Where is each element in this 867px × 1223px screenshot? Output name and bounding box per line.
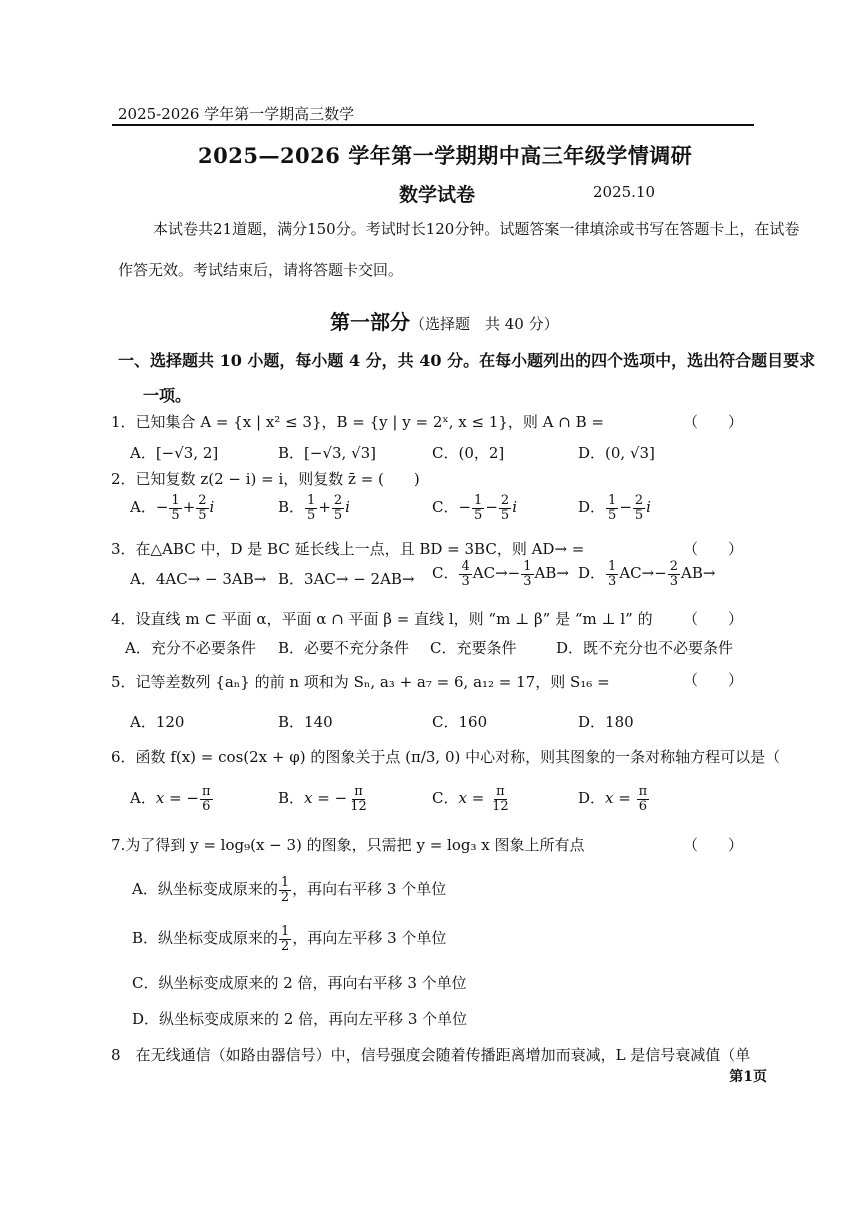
option-a: A．− $\frac{1}{5}$ + $\frac{2}{5}$ i xyxy=(130,493,215,523)
option-b: B．必要不充分条件 xyxy=(278,639,410,657)
option-b: B．3AC→ − 2AB→ xyxy=(278,570,415,588)
question-number: 2． xyxy=(111,470,136,488)
option-b: B．[−√3, √3] xyxy=(278,444,377,462)
header-rule xyxy=(112,124,754,126)
option-a: A．[−√3, 2] xyxy=(130,444,219,462)
answer-paren: （ ） xyxy=(683,413,744,431)
question-text: 函数 f(x) = cos(2x + φ) 的图象关于点 (π/3, 0) 中心对称，则其图象的一条对称轴方程可以是（ xyxy=(135,748,781,766)
question-number: 1． xyxy=(111,413,136,431)
option-d: D．x = $\frac{\pi}{6}$ xyxy=(578,784,648,814)
option-c: C． $\frac{4}{3}$ AC→− $\frac{1}{3}$ AB→ xyxy=(432,559,569,589)
option-c: C．充要条件 xyxy=(430,639,517,657)
exam-date: 2025.10 xyxy=(593,183,656,201)
page-number: 第1页 xyxy=(729,1069,767,1085)
option-a: A．4AC→ − 3AB→ xyxy=(130,570,267,588)
question-2 xyxy=(111,468,420,489)
option-c: C．(0，2] xyxy=(432,444,505,462)
option-b: B．140 xyxy=(278,713,333,731)
question-8 xyxy=(111,1044,750,1065)
question-number: 5． xyxy=(111,673,136,691)
option-a: A．120 xyxy=(130,713,185,731)
option-d: D．(0, √3] xyxy=(578,444,655,462)
option-d: D．既不充分也不必要条件 xyxy=(556,639,734,657)
option-d: D． $\frac{1}{3}$ AC→− $\frac{2}{3}$ AB→ xyxy=(578,559,716,589)
question-4 xyxy=(111,608,653,629)
question-text: 已知复数 z(2 − i) = i，则复数 z̄ = ( ) xyxy=(135,470,420,488)
question-text: 已知集合 A = {x | x² ≤ 3}，B = {y | y = 2ˣ, x ≤ 1}，则 A ∩ B = xyxy=(135,413,604,431)
intro-line-1: 本试卷共21道题，满分150分。考试时长120分钟。试题答案一律填涂或书写在答题卡上，在试卷 xyxy=(153,220,800,238)
section-instruction-2: 一项。 xyxy=(143,386,192,405)
option-d: D．180 xyxy=(578,713,634,731)
question-3 xyxy=(111,538,584,559)
part-heading xyxy=(330,306,559,335)
option-c: C．纵坐标变成原来的 2 倍，再向右平移 3 个单位 xyxy=(132,974,467,992)
page-subtitle: 数学试卷 xyxy=(399,184,476,206)
page-title: 2025—2026 学年第一学期期中高三年级学情调研 xyxy=(198,143,693,168)
answer-paren: （ ） xyxy=(683,540,744,558)
question-text: 在△ABC 中，D 是 BC 延长线上一点，且 BD = 3BC，则 AD→ = xyxy=(135,540,585,558)
question-6 xyxy=(111,746,780,767)
option-d: D．纵坐标变成原来的 2 倍，再向左平移 3 个单位 xyxy=(132,1010,468,1028)
part-note: （选择题 共 40 分） xyxy=(410,315,559,333)
option-a: A．纵坐标变成原来的 $\frac{1}{2}$ ，再向右平移 3 个单位 xyxy=(132,875,447,905)
answer-paren: （ ） xyxy=(683,836,744,854)
question-7 xyxy=(111,834,584,855)
answer-paren: （ ） xyxy=(683,671,744,689)
question-5 xyxy=(111,671,610,692)
part-title: 第一部分 xyxy=(330,310,410,334)
question-number: 6． xyxy=(111,748,136,766)
option-b: B． $\frac{1}{5}$ + $\frac{2}{5}$ i xyxy=(278,493,350,523)
option-b: B．x = − $\frac{\pi}{12}$ xyxy=(278,784,367,814)
question-text: 记等差数列 {aₙ} 的前 n 项和为 Sₙ, a₃ + a₇ = 6, a₁₂ = 17，则 S₁₆ = xyxy=(135,673,610,691)
option-c: C．− $\frac{1}{5}$ − $\frac{2}{5}$ i xyxy=(432,493,517,523)
option-d: D． $\frac{1}{5}$ − $\frac{2}{5}$ i xyxy=(578,493,651,523)
question-number: 3． xyxy=(111,540,136,558)
question-number: 4． xyxy=(111,610,136,628)
answer-paren: （ ） xyxy=(683,610,744,628)
option-a: A．充分不必要条件 xyxy=(125,639,256,657)
option-b: B．纵坐标变成原来的 $\frac{1}{2}$ ，再向左平移 3 个单位 xyxy=(132,924,447,954)
section-instruction-1: 一、选择题共 10 小题，每小题 4 分，共 40 分。在每小题列出的四个选项中，选出符合题目要求 xyxy=(118,351,816,370)
option-c: C．x = $\frac{\pi}{12}$ xyxy=(432,784,509,814)
question-text: 设直线 m ⊂ 平面 α，平面 α ∩ 平面 β = 直线 l，则 “m ⊥ β” 是 “m ⊥ l” 的 xyxy=(135,610,653,628)
running-header: 2025-2026 学年第一学期高三数学 xyxy=(118,105,355,123)
question-text: 在无线通信（如路由器信号）中，信号强度会随着传播距离增加而衰减，L 是信号衰减值（单 xyxy=(135,1046,751,1064)
question-1 xyxy=(111,411,604,432)
question-text: 为了得到 y = log₉(x − 3) 的图象，只需把 y = log₃ x 图象上所有点 xyxy=(125,836,585,854)
option-c: C．160 xyxy=(432,713,488,731)
question-number: 7. xyxy=(111,836,126,854)
question-number: 8 xyxy=(111,1046,121,1064)
intro-line-2: 作答无效。考试结束后，请将答题卡交回。 xyxy=(118,261,404,279)
option-a: A．x = − $\frac{\pi}{6}$ xyxy=(130,784,211,814)
